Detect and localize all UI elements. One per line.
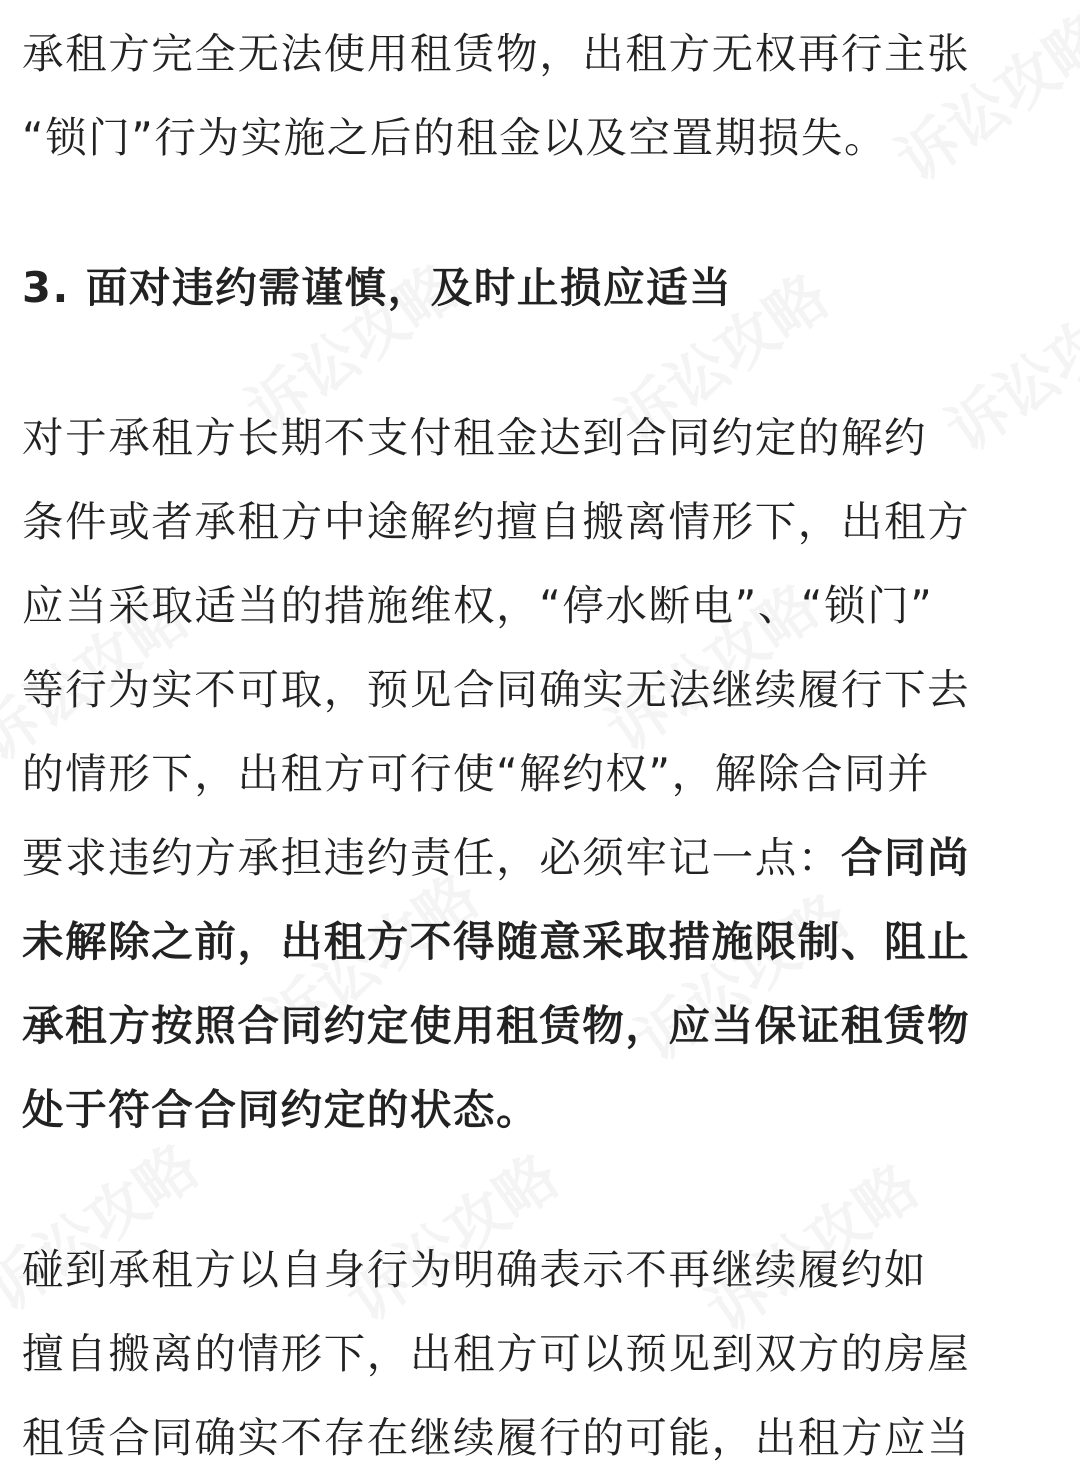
emphasis-line: 承租方按照合同约定使用租赁物，应当保证租赁物 [22, 1001, 971, 1050]
paragraph-gap [22, 1152, 1058, 1228]
text-line: 应当采取适当的措施维权，“停水断电”、“锁门” [22, 581, 934, 630]
text-line: 承租方完全无法使用租赁物，出租方无权再行主张 [22, 29, 971, 78]
paragraph-gap [22, 180, 1058, 246]
text-line [22, 816, 1058, 900]
emphasis-line: 未解除之前，出租方不得随意采取措施限制、阻止 [22, 917, 971, 966]
text-line: 条件或者承租方中途解约擅自搬离情形下，出租方 [22, 497, 971, 546]
text-line: “锁门”行为实施之后的租金以及空置期损失。 [22, 113, 888, 162]
text-line: 碰到承租方以自身行为明确表示不再继续履约如 [22, 1245, 928, 1294]
section-heading: 3. 面对违约需谨慎，及时止损应适当 [22, 263, 733, 312]
text-segment: 要求违约方承担违约责任，必须牢记一点： [22, 833, 841, 882]
emphasis-text: 合同尚 [840, 833, 971, 882]
article-body [0, 12, 1080, 1480]
paragraph-top [22, 12, 1058, 180]
text-line: 的情形下，出租方可行使“解约权”，解除合同并 [22, 749, 931, 798]
text-line: 租赁合同确实不存在继续履行的可能，出租方应当 [22, 1413, 971, 1462]
emphasis-line: 处于符合合同约定的状态。 [22, 1085, 540, 1134]
text-line: 等行为实不可取，预见合同确实无法继续履行下去 [22, 665, 971, 714]
paragraph-main [22, 396, 1058, 1152]
text-line: 擅自搬离的情形下，出租方可以预见到双方的房屋 [22, 1329, 971, 1378]
paragraph-gap [22, 330, 1058, 396]
paragraph-bottom [22, 1228, 1058, 1480]
text-line: 对于承租方长期不支付租金达到合同约定的解约 [22, 413, 928, 462]
